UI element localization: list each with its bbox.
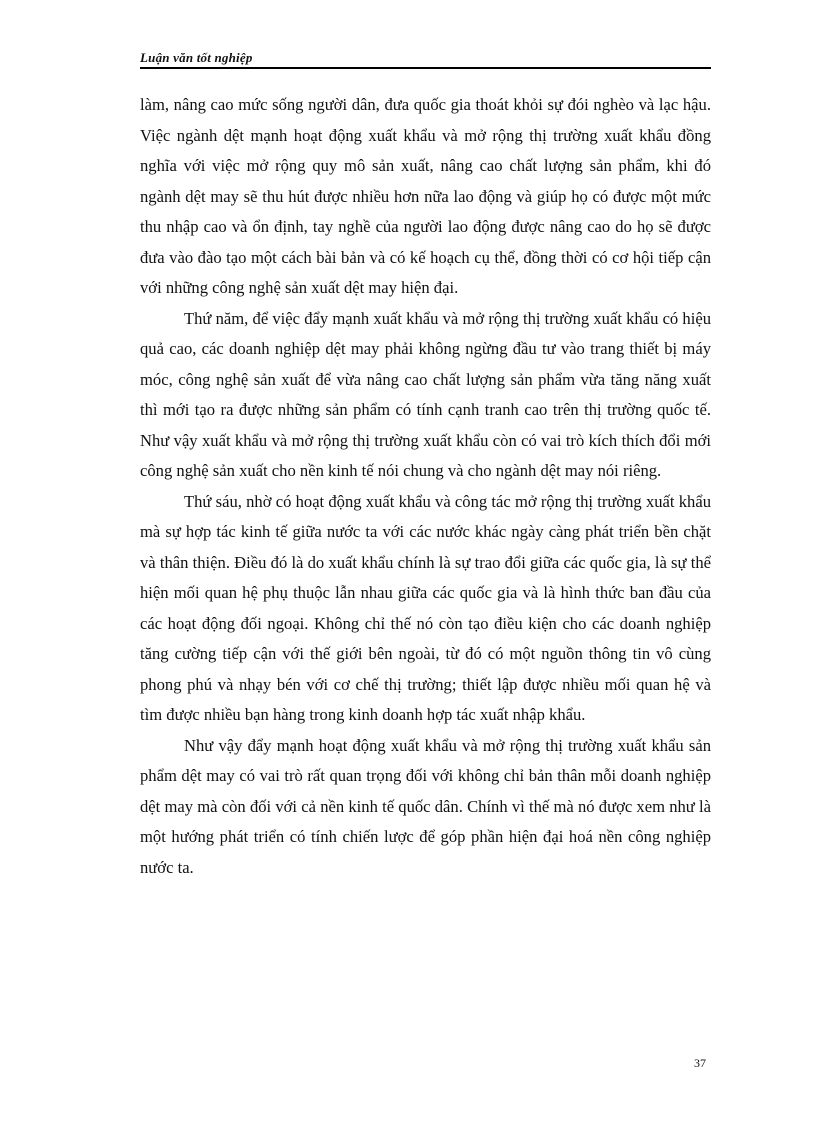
document-body: [140, 90, 711, 883]
header-rule: [140, 67, 711, 69]
running-header-title: Luận văn tốt nghiệp: [140, 50, 253, 65]
paragraph-1: làm, nâng cao mức sống người dân, đưa quốc gia thoát khỏi sự đói nghèo và lạc hậu. Việc ngành dệt mạnh hoạt động xuất khẩu và mở rộng thị trường xuất khẩu đồng nghĩa với việc mở rộng quy mô sản xuất, nâng cao chất lượng sản phẩm, khi đó ngành dệt may sẽ thu hút được nhiều hơn nữa lao động và giúp họ có được một mức thu nhập cao và ổn định, tay nghề của người lao động được nâng cao do họ sẽ được đưa vào đào tạo một cách bài bản và có kế hoạch cụ thể, đồng thời có cơ hội tiếp cận với những công nghệ sản xuất dệt may hiện đại.: [140, 95, 711, 297]
page-header: [140, 50, 711, 69]
paragraph-4: Như vậy đẩy mạnh hoạt động xuất khẩu và mở rộng thị trường xuất khẩu sản phẩm dệt may có vai trò rất quan trọng đối với không chỉ bản thân mỗi doanh nghiệp dệt may mà còn đối với cả nền kinh tế quốc dân. Chính vì thế mà nó được xem như là một hướng phát triển có tính chiến lược để góp phần hiện đại hoá nền công nghiệp nước ta.: [140, 735, 711, 877]
paragraph-2: Thứ năm, để việc đẩy mạnh xuất khẩu và mở rộng thị trường xuất khẩu có hiệu quả cao, các doanh nghiệp dệt may phải không ngừng đầu tư vào trang thiết bị máy móc, công nghệ sản xuất để vừa nâng cao chất lượng sản phẩm vừa tăng năng xuất thì mới tạo ra được những sản phẩm có tính cạnh tranh cao trên thị trường quốc tế. Như vậy xuất khẩu và mở rộng thị trường xuất khẩu còn có vai trò kích thích đổi mới công nghệ sản xuất cho nền kinh tế nói chung và cho ngành dệt may nói riêng.: [140, 308, 711, 480]
page-number: 37: [694, 1056, 706, 1070]
paragraph-3: Thứ sáu, nhờ có hoạt động xuất khẩu và công tác mở rộng thị trường xuất khẩu mà sự hợp tác kinh tế giữa nước ta với các nước khác ngày càng phát triển bền chặt và thân thiện. Điều đó là do xuất khẩu chính là sự trao đổi giữa các quốc gia, là sự thể hiện mối quan hệ phụ thuộc lẫn nhau giữa các quốc gia và là hình thức ban đầu của các hoạt động đối ngoại. Không chỉ thế nó còn tạo điều kiện cho các doanh nghiệp tăng cường tiếp cận với thế giới bên ngoài, từ đó có một nguồn thông tin vô cùng phong phú và nhạy bén với cơ chế thị trường; thiết lập được nhiều mối quan hệ và tìm được nhiều bạn hàng trong kinh doanh hợp tác xuất nhập khẩu.: [140, 491, 711, 724]
